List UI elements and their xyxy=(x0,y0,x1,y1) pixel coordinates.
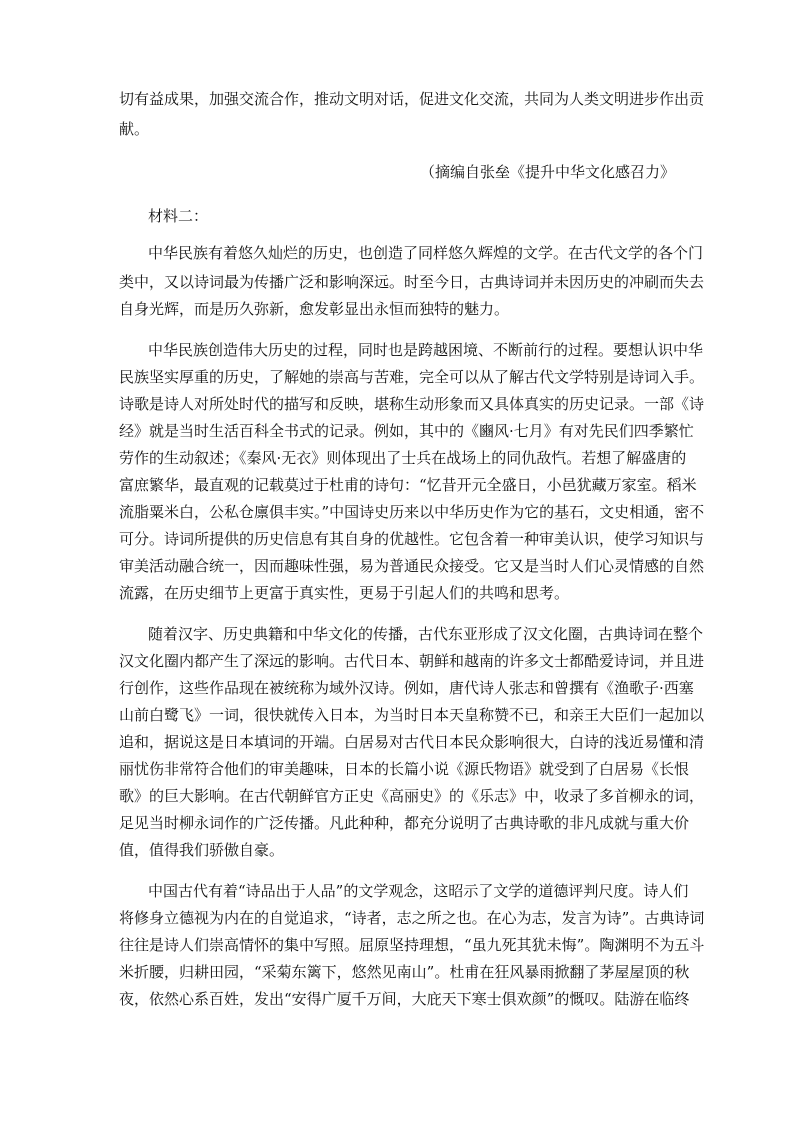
paragraph-line: 诗歌是诗人对所处时代的描写和反映，堪称生动形象而又具体真实的历史记录。一部《诗 xyxy=(119,395,705,413)
paragraph-line: 中国古代有着“诗品出于人品”的文学观念，这昭示了文学的道德评判尺度。诗人们 xyxy=(148,882,689,900)
paragraph-line: 追和，据说这是日本填词的开端。白居易对古代日本民众影响很大，白诗的浅近易懂和清 xyxy=(119,733,705,751)
paragraph-line: 行创作，这些作品现在被统称为域外汉诗。例如，唐代诗人张志和曾撰有《渔歌子·西塞 xyxy=(119,679,694,697)
paragraph-line: 夜，依然心系百姓，发出“安得广厦千万间，大庇天下寒士俱欢颜”的慨叹。陆游在临终 xyxy=(119,990,690,1008)
paragraph-line: 审美活动融合统一，因而趣味性强，易为普通民众接受。它又是当时人们心灵情感的自然 xyxy=(119,557,705,575)
paragraph-line: 中华民族有着悠久灿烂的历史，也创造了同样悠久辉煌的文学。在古代文学的各个门 xyxy=(148,244,704,262)
paragraph-line: 足见当时柳永词作的广泛传播。凡此种种，都充分说明了古典诗歌的非凡成就与重大价 xyxy=(119,814,690,832)
section-heading: 材料二： xyxy=(148,207,209,225)
paragraph-line: 值，值得我们骄傲自豪。 xyxy=(119,841,285,859)
paragraph-line: 流脂粟米白，公私仓廪俱丰实。”中国诗史历来以中华历史作为它的基石，文史相通，密不 xyxy=(119,503,705,521)
paragraph-line: 将修身立德视为内在的自觉追求，“诗者，志之所之也。在心为志，发言为诗”。古典诗词 xyxy=(119,909,705,927)
source-citation: （摘编自张垒《提升中华文化感召力》 xyxy=(419,163,675,181)
intro-line: 切有益成果，加强交流合作，推动文明对话，促进文化交流，共同为人类文明进步作出贡 xyxy=(119,90,705,108)
paragraph-line: 经》就是当时生活百科全书式的记录。例如，其中的《豳风·七月》有对先民们四季繁忙 xyxy=(119,422,694,440)
paragraph-line: 可分。诗词所提供的历史信息有其自身的优越性。它包含着一种审美认识，使学习知识与 xyxy=(119,530,705,548)
paragraph-line: 民族坚实厚重的历史，了解她的崇高与苦难，完全可以从了解古代文学特别是诗词入手。 xyxy=(119,368,705,386)
paragraph-line: 流露，在历史细节上更富于真实性，更易于引起人们的共鸣和思考。 xyxy=(119,584,570,602)
paragraph-line: 富庶繁华，最直观的记载莫过于杜甫的诗句：“忆昔开元全盛日，小邑犹藏万家室。稻米 xyxy=(119,476,697,494)
paragraph-line: 随着汉字、历史典籍和中华文化的传播，古代东亚形成了汉文化圈，古典诗词在整个 xyxy=(148,625,704,643)
paragraph-line: 往往是诗人们崇高情怀的集中写照。屈原坚持理想，“虽九死其犹未悔”。陶渊明不为五斗 xyxy=(119,936,705,954)
paragraph-line: 山前白鹭飞》一词，很快就传入日本，为当时日本天皇称赞不已，和亲王大臣们一起加以 xyxy=(119,706,705,724)
paragraph-line: 劳作的生动叙述；《秦风·无衣》则体现出了士兵在战场上的同仇敌忾。若想了解盛唐的 xyxy=(119,449,687,467)
paragraph-line: 中华民族创造伟大历史的过程，同时也是跨越困境、不断前行的过程。要想认识中华 xyxy=(148,341,704,359)
paragraph-line: 歌》的巨大影响。在古代朝鲜官方正史《高丽史》的《乐志》中，收录了多首柳永的词， xyxy=(119,787,705,805)
paragraph-line: 自身光辉，而是历久弥新，愈发彰显出永恒而独特的魅力。 xyxy=(119,300,510,318)
paragraph-line: 丽忧伤非常符合他们的审美趣味，日本的长篇小说《源氏物语》就受到了白居易《长恨 xyxy=(119,760,690,778)
paragraph-line: 类中，又以诗词最为传播广泛和影响深远。时至今日，古典诗词并未因历史的冲刷而失去 xyxy=(119,273,705,291)
paragraph-line: 汉文化圈内都产生了深远的影响。古代日本、朝鲜和越南的许多文士都酷爱诗词，并且进 xyxy=(119,652,705,670)
intro-line: 献。 xyxy=(119,120,150,138)
paragraph-line: 米折腰，归耕田园，“采菊东篱下，悠然见南山”。杜甫在狂风暴雨掀翻了茅屋屋顶的秋 xyxy=(119,963,690,981)
